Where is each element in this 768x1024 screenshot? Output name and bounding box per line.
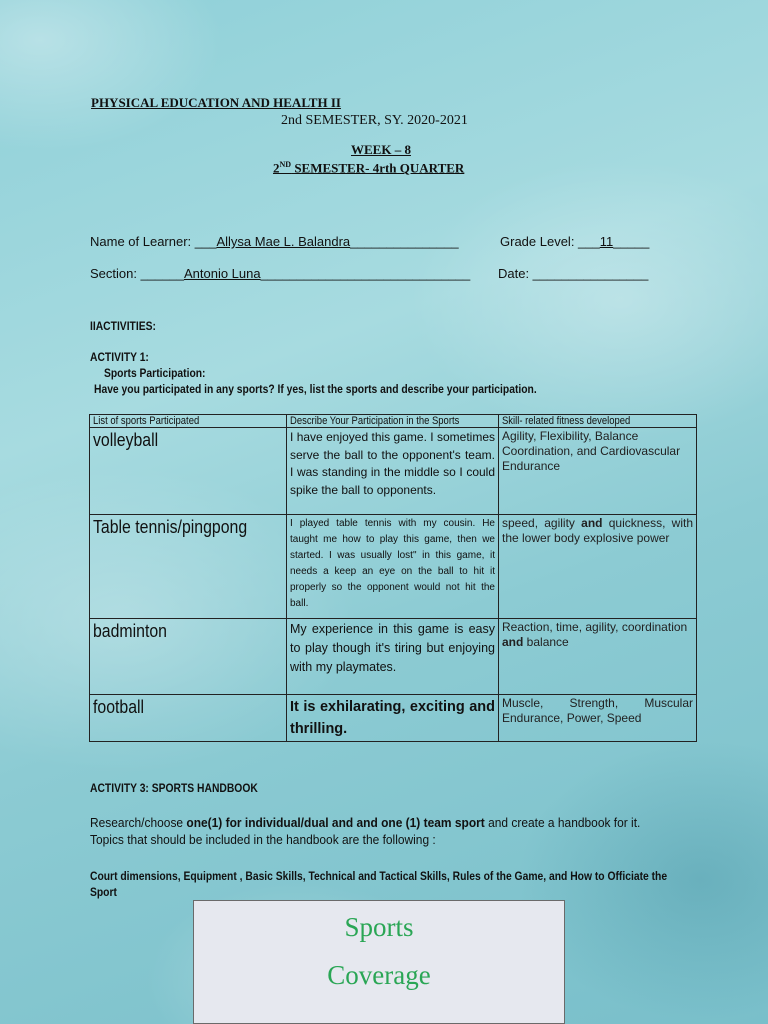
sport-cell: Table tennis/pingpong bbox=[90, 515, 287, 619]
skills-cell: Muscle, Strength, Muscular Endurance, Power, Speed bbox=[499, 695, 697, 742]
table-row bbox=[90, 695, 697, 742]
header-description: Describe Your Participation in the Sports bbox=[287, 415, 499, 428]
activity3-paragraph1: Research/choose one(1) for individual/dual and and one (1) team sport and create a handbook for it. bbox=[90, 815, 641, 830]
coverage-line1: Sports bbox=[344, 912, 414, 942]
grade-level-value: 11 bbox=[599, 234, 614, 249]
sports-table bbox=[89, 414, 697, 742]
table-header-row bbox=[90, 415, 697, 428]
semester-sy: 2nd SEMESTER, SY. 2020-2021 bbox=[281, 113, 468, 128]
description-cell: I played table tennis with my cousin. He taught me how to play this game, then we started. I was usually lost" in this game, it needs a keep an eye on the ball to hit it properly so the opponent would not hit the ball. bbox=[287, 515, 499, 619]
section-value: Antonio Luna bbox=[183, 266, 261, 281]
activity3-title: ACTIVITY 3: SPORTS HANDBOOK bbox=[90, 781, 258, 795]
header-sports: List of sports Participated bbox=[90, 415, 287, 428]
table-row bbox=[90, 428, 697, 515]
table-row bbox=[90, 619, 697, 695]
description-cell: It is exhilarating, exciting and thrilling. bbox=[287, 695, 499, 742]
activity1-subtitle: Sports Participation: bbox=[104, 366, 206, 380]
skills-cell: Reaction, time, agility, coordination and balance bbox=[499, 619, 697, 695]
skills-cell: speed, agility and quickness, with the lower body explosive power bbox=[499, 515, 697, 619]
sports-coverage-box bbox=[193, 900, 565, 1024]
sport-cell: football bbox=[90, 695, 287, 742]
skills-cell: Agility, Flexibility, Balance Coordination, and Cardiovascular Endurance bbox=[499, 428, 697, 515]
coverage-line2: Coverage bbox=[327, 960, 431, 990]
table-row bbox=[90, 515, 697, 619]
activity1-title: ACTIVITY 1: bbox=[90, 350, 149, 364]
section-line: Section: ______Antonio Luna_____________________________ bbox=[90, 266, 471, 281]
description-cell: I have enjoyed this game. I sometimes serve the ball to the opponent's team. I was standing in the middle so I could spike the ball to opponents. bbox=[287, 428, 499, 515]
week-label: WEEK – 8 bbox=[351, 142, 411, 157]
activity3-paragraph2: Topics that should be included in the handbook are the following : bbox=[90, 832, 436, 847]
description-cell: My experience in this game is easy to play though it's tiring but enjoying with my playmates. bbox=[287, 619, 499, 695]
grade-level-line: Grade Level: ___11_____ bbox=[500, 234, 650, 249]
activity3-topics: Court dimensions, Equipment , Basic Skills, Technical and Tactical Skills, Rules of the Game, and How to Officiate the Sport bbox=[90, 869, 668, 899]
subject-title: PHYSICAL EDUCATION AND HEALTH II bbox=[91, 95, 341, 110]
sport-cell: volleyball bbox=[90, 428, 287, 515]
sport-cell: badminton bbox=[90, 619, 287, 695]
activities-heading: IIACTIVITIES: bbox=[90, 319, 156, 333]
learner-name-line: Name of Learner: ___Allysa Mae L. Balandra_______________ bbox=[90, 234, 459, 249]
quarter-label: 2ND SEMESTER- 4rth QUARTER bbox=[273, 160, 465, 176]
learner-name-value: Allysa Mae L. Balandra bbox=[216, 234, 351, 249]
activity1-question: Have you participated in any sports? If yes, list the sports and describe your participation. bbox=[94, 382, 537, 396]
header-skills: Skill- related fitness developed bbox=[499, 415, 697, 428]
date-line: Date: ________________ bbox=[498, 266, 649, 281]
